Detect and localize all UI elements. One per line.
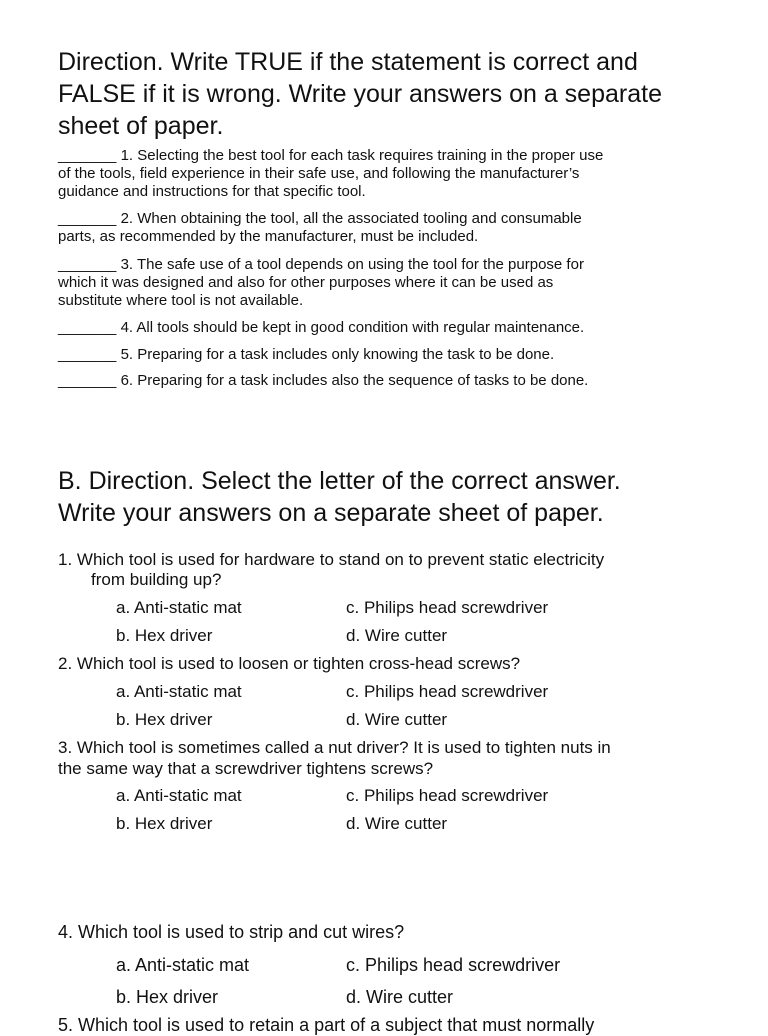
tf-item-line: _______ 5. Preparing for a task includes only knowing the task to be done. [58,346,555,363]
tf-item-line: parts, as recommended by the manufacturer, must be included. [58,228,479,245]
tf-item-5 [58,346,554,364]
question-4-option-a: a. Anti-static mat [116,955,250,975]
question-1-option-d: d. Wire cutter [346,626,448,645]
question-1-line-2: from building up? [91,570,222,589]
part-a-direction-line-1 [58,46,638,78]
question-2-option-c: c. Philips head screwdriver [346,682,549,701]
question-4-option-d: d. Wire cutter [346,987,454,1007]
tf-item-line: _______ 1. Selecting the best tool for each task requires training in the proper use [58,147,604,164]
question-3-line-2: the same way that a screwdriver tightens screws? [58,759,434,778]
tf-item-1 [58,147,603,201]
question-2-option-a: a. Anti-static mat [116,682,242,701]
tf-item-3 [58,256,584,310]
tf-item-line: _______ 3. The safe use of a tool depends on using the tool for the purpose for [58,256,584,273]
question-1-option-c: c. Philips head screwdriver [346,598,549,617]
question-2-option-d: d. Wire cutter [346,710,448,729]
tf-item-line: _______ 6. Preparing for a task includes also the sequence of tasks to be done. [58,372,589,389]
tf-item-6 [58,372,588,390]
question-3-option-d: d. Wire cutter [346,814,448,833]
tf-item-line: substitute where tool is not available. [58,292,304,309]
question-5-cutoff-line: 5. Which tool is used to retain a part of a subject that must normally [58,1015,595,1035]
question-3-option-a: a. Anti-static mat [116,786,242,805]
direction-text: sheet of paper. [58,112,224,140]
tf-item-4 [58,319,584,337]
question-3-line-1: 3. Which tool is sometimes called a nut driver? It is used to tighten nuts in [58,738,611,757]
question-4-option-b: b. Hex driver [116,987,219,1007]
direction-emphasis-true: TRUE [234,48,303,76]
question-1-line-1: 1. Which tool is used for hardware to stand on to prevent static electricity [58,550,605,569]
tf-item-line: of the tools, field experience in their safe use, and following the manufacturer’s [58,165,580,182]
question-1-option-a: a. Anti-static mat [116,598,242,617]
question-4-option-c: c. Philips head screwdriver [346,955,561,975]
part-b-direction-line-2: Write your answers on a separate sheet of paper. [58,499,604,527]
tf-item-2 [58,210,582,246]
question-2-line-1: 2. Which tool is used to loosen or tighten cross-head screws? [58,654,521,673]
tf-item-line: guidance and instructions for that specific tool. [58,183,366,200]
part-b-direction-line-1: B. Direction. Select the letter of the correct answer. [58,467,621,495]
part-a-direction-line-2 [58,78,662,110]
question-3-option-b: b. Hex driver [116,814,213,833]
question-2-option-b: b. Hex driver [116,710,213,729]
question-4-line-1: 4. Which tool is used to strip and cut wires? [58,922,405,942]
part-a-direction-line-3 [58,110,223,142]
direction-emphasis-false: FALSE [58,80,136,108]
tf-item-line: _______ 2. When obtaining the tool, all the associated tooling and consumable [58,210,582,227]
direction-text: if it is wrong. Write your answers on a separate [135,80,662,108]
question-1-option-b: b. Hex driver [116,626,213,645]
tf-item-line: which it was designed and also for other purposes where it can be used as [58,274,554,291]
tf-item-line: _______ 4. All tools should be kept in good condition with regular maintenance. [58,319,585,336]
question-3-option-c: c. Philips head screwdriver [346,786,549,805]
direction-text: Direction. Write [58,48,235,76]
direction-text: if the statement is correct and [302,48,638,76]
